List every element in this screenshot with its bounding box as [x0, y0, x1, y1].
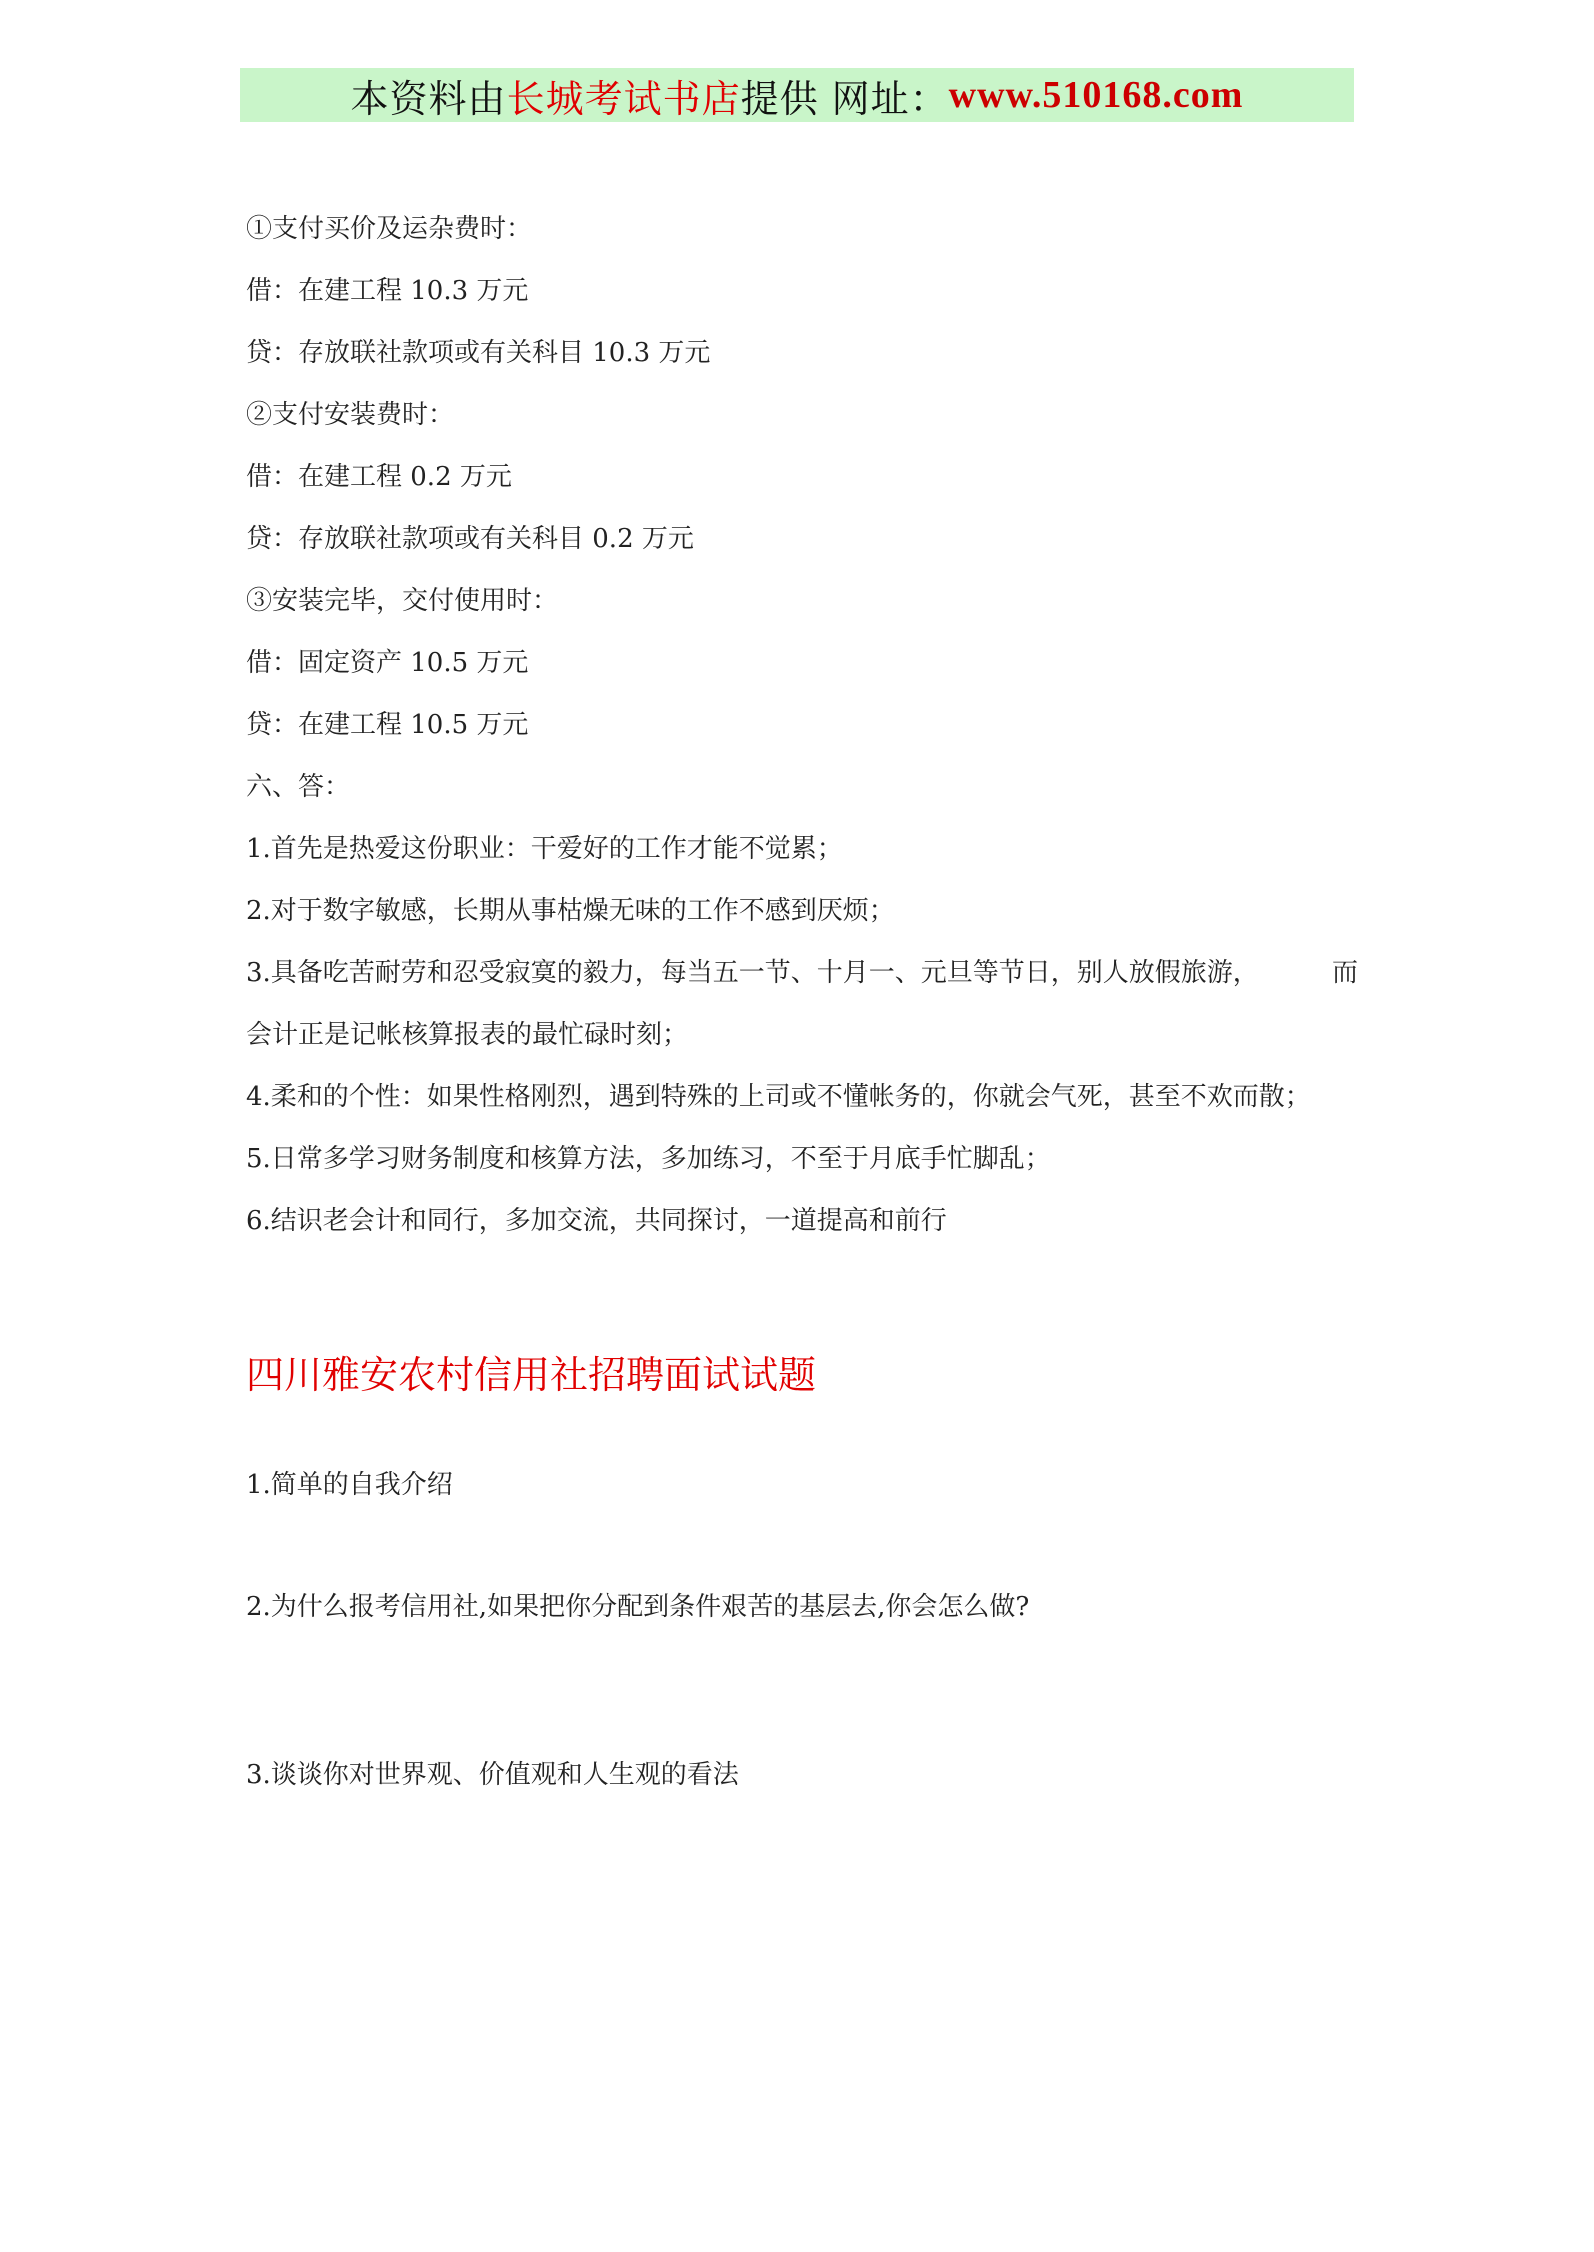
- text-line: 贷：存放联社款项或有关科目 0.2 万元: [246, 524, 694, 554]
- text-line-wrapped: [246, 956, 1358, 990]
- banner-url: www.510168.com: [948, 74, 1244, 116]
- banner-prefix: 本资料由: [350, 76, 507, 121]
- text-line-part: 3.具备吃苦耐劳和忍受寂寞的毅力，每当五一节、十月一、元旦等节日，别人放假旅游，: [246, 958, 1259, 988]
- text-line: 4.柔和的个性：如果性格刚烈，遇到特殊的上司或不懂帐务的，你就会气死，甚至不欢而散；: [246, 1082, 1311, 1112]
- text-line: ②支付安装费时：: [246, 400, 455, 430]
- text-line: 六、答：: [246, 772, 351, 802]
- text-line: 2.对于数字敏感，长期从事枯燥无味的工作不感到厌烦；: [246, 896, 895, 926]
- text-line-part: 而: [1331, 958, 1358, 988]
- text-line: 5.日常多学习财务制度和核算方法，多加练习，不至于月底手忙脚乱；: [246, 1144, 1051, 1174]
- text-line: ③安装完毕，交付使用时：: [246, 586, 559, 616]
- text-line: 1.首先是热爱这份职业：干爱好的工作才能不觉累；: [246, 834, 843, 864]
- text-line: ①支付买价及运杂费时：: [246, 214, 533, 244]
- question-item: 3.谈谈你对世界观、价值观和人生观的看法: [246, 1760, 739, 1790]
- text-line: 借：固定资产 10.5 万元: [246, 648, 529, 678]
- text-line: 贷：存放联社款项或有关科目 10.3 万元: [246, 338, 711, 368]
- text-line: 贷：在建工程 10.5 万元: [246, 710, 529, 740]
- section-title: 四川雅安农村信用社招聘面试试题: [246, 1353, 817, 1397]
- question-item: 1.简单的自我介绍: [246, 1470, 453, 1500]
- text-line: 借：在建工程 0.2 万元: [246, 462, 512, 492]
- text-line: 会计正是记帐核算报表的最忙碌时刻；: [246, 1020, 689, 1050]
- banner-store-name: 长城考试书店: [506, 76, 741, 121]
- text-line: 借：在建工程 10.3 万元: [246, 276, 529, 306]
- question-item: 2.为什么报考信用社,如果把你分配到条件艰苦的基层去,你会怎么做?: [246, 1592, 1030, 1622]
- text-line: 6.结识老会计和同行，多加交流，共同探讨，一道提高和前行: [246, 1206, 947, 1236]
- header-banner: [240, 68, 1354, 122]
- banner-middle: 提供 网址：: [740, 76, 949, 121]
